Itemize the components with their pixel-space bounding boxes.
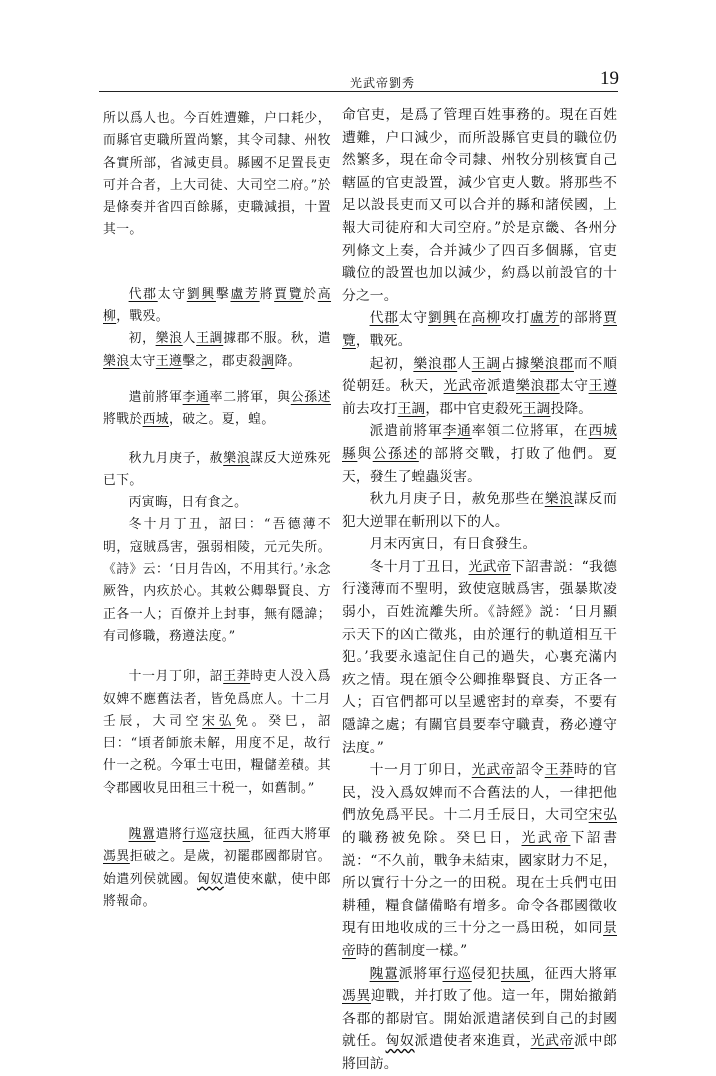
header-rule	[99, 91, 618, 92]
original-paragraph-4: 遣前將軍李通率二將軍，與公孫述將戰於西城，破之。夏，蝗。	[103, 389, 331, 428]
translation-paragraph-3: 起初，樂浪郡人王調占據樂浪郡而不順從朝廷。秋天，光武帝派遣樂浪郡太守王遵前去攻打王調，郡中官吏殺死王調投降。	[342, 355, 617, 417]
original-paragraph-6: 丙寅晦，日有食之。	[128, 495, 248, 511]
original-paragraph-9: 隗囂遣將行巡寇扶風，征西大將軍馮異拒破之。是歲，初罷郡國都尉官。始遣列侯就國。匈奴遣使來獻，使中郎將報命。	[103, 827, 331, 909]
running-header-title: 光武帝劉秀	[350, 76, 416, 90]
translation-paragraph-1: 命官吏，是爲了管理百姓事務的。現在百姓遭難，户口減少，而所設縣官吏員的職位仍然繁多，現在命令司隸、州牧分别核實自己轄區的官吏設置，減少官吏人數。將那些不足以設長吏而又可以合并的縣和諸侯國，上報大司徒府和大司空府。”於是京畿、各州分列條文上奏，合并減少了四百多個縣，官吏職位的設置也加以減少，約爲以前設官的十分之一。	[342, 107, 617, 304]
translation-paragraph-5: 秋九月庚子日，赦免那些在樂浪謀反而犯大逆罪在斬刑以下的人。	[342, 491, 617, 530]
original-paragraph-3: 初，樂浪人王調據郡不服。秋，遣樂浪太守王遵擊之，郡吏殺調降。	[103, 331, 331, 369]
translation-paragraph-9: 隗囂派將軍行巡侵犯扶風，征西大將軍馮異迎戰，并打敗了他。這一年，開始撤銷各郡的都尉官。開始派遣諸侯到自己的封國就任。匈奴派遣使者來進貢，光武帝派中郎將回訪。	[342, 965, 617, 1072]
translation-paragraph-4: 派遣前將軍李通率領二位將軍，在西城縣與公孫述的部將交戰，打敗了他們。夏天，發生了蝗蟲災害。	[342, 423, 617, 485]
original-paragraph-8: 十一月丁卯，詔王莽時吏人没入爲奴婢不應舊法者，皆免爲庶人。十二月壬辰，大司空宋弘免。癸巳，詔曰：“頃者師旅未解，用度不足，故行什一之税。今軍士屯田，糧儲差積。其令郡國收見田租三十税一，如舊制。”	[103, 669, 331, 796]
original-paragraph-5: 秋九月庚子，赦樂浪謀反大逆殊死已下。	[103, 450, 331, 488]
translation-paragraph-7: 冬十月丁丑日，光武帝下詔書説：“我德行淺薄而不聖明，致使寇賊爲害，强暴欺凌弱小，百姓流離失所。《詩經》説：‘日月顯示天下的凶亡徵兆，由於運行的軌道相互干犯。’我要永遠記住自己的過失，心裏充滿内疚之情。現在頒令公卿推舉賢良、方正各一人；百官們都可以呈遞密封的章奏，不要有隱諱之處；有關官員要奉守職責，務必遵守法度。”	[342, 558, 617, 756]
page-number: 19	[600, 68, 619, 89]
original-paragraph-7: 冬十月丁丑，詔曰：“吾德薄不明，寇賊爲害，强弱相陵，元元失所。《詩》云：‘日月告凶，不用其行。’永念厥咎，内疚於心。其敕公卿舉賢良、方正各一人；百僚并上封事，無有隱諱；有司修職，務遵法度。”	[103, 517, 331, 644]
original-paragraph-1: 所以爲人也。今百姓遭難，户口耗少，而縣官吏職所置尚繁，其令司隸、州牧各實所部，省減吏員。縣國不足置長吏可并合者，上大司徒、大司空二府。”於是條奏并省四百餘縣，吏職減損，十置其一。	[103, 111, 331, 238]
translation-paragraph-8: 十一月丁卯日，光武帝詔令王莽時的官民，没入爲奴婢而不合舊法的人，一律把他們放免爲平民。十二月壬辰日，大司空宋弘的職務被免除。癸巳日，光武帝下詔書説：“不久前，戰争未結束，國家財力不足，所以實行十分之一的田税。現在士兵們屯田耕種，糧食儲備略有增多。命令各郡國徵收現有田地收成的三十分之一爲田税，如同景帝時的舊制度一樣。”	[342, 762, 617, 959]
original-text-column	[103, 108, 331, 913]
original-paragraph-2: 代郡太守劉興擊盧芳將賈覽於高柳，戰殁。	[103, 286, 332, 325]
translation-paragraph-6: 月末丙寅日，有日食發生。	[369, 536, 537, 553]
translation-paragraph-2: 代郡太守劉興在高柳攻打盧芳的部將賈覽，戰死。	[342, 310, 617, 349]
translation-column	[342, 104, 617, 1076]
